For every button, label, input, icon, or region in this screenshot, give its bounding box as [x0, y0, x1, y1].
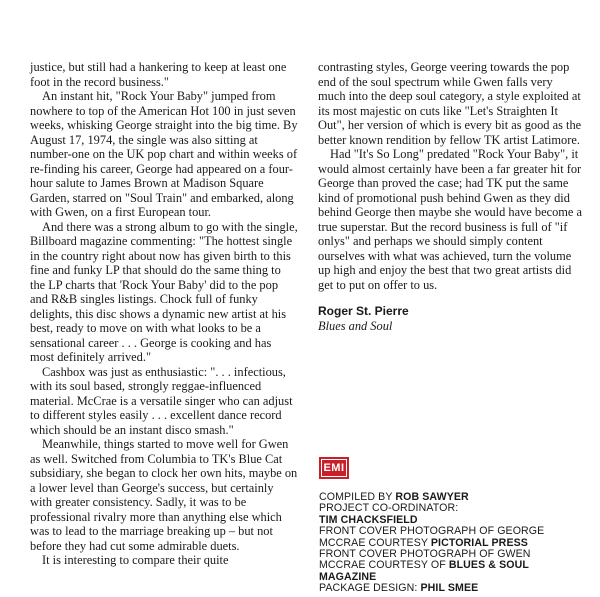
credit-line: MCCRAE COURTESY PICTORIAL PRESS — [319, 536, 528, 549]
paragraph: An instant hit, "Rock Your Baby" jumped from nowhere to top of the American Hot 100 in just seven weeks, whisking George straight into the big time. By August 17, 1974, the single was also sitting at number-one on the UK pop chart and within weeks of re-finding his career, George had appeared on a four-hour salute to James Brown at Madison Square Garden, starred on "Soul Train" and embarked, along with Gwen, on a first European tour. — [30, 89, 298, 219]
credits-block — [319, 492, 584, 595]
credit-line: PROJECT CO-ORDINATOR: — [319, 502, 459, 515]
right-text-column — [318, 60, 583, 333]
credit-line: MCCRAE COURTESY OF BLUES & SOUL — [319, 559, 529, 572]
left-text-column — [30, 60, 298, 568]
paragraph: Had "It's So Long" predated "Rock Your Baby", it would almost certainly have been a far greater hit for George than proved the case; had TK put the same kind of promotional push behind Gwen as they did behind George then maybe she would have become a true superstar. But the record business is full of "if onlys" and perhaps we should simply content ourselves with what was achieved, turn the volume up high and enjoy the best that two great artists did get to put on offer to us. — [318, 147, 583, 292]
credit-line: TIM CHACKSFIELD — [319, 513, 418, 526]
publication-name: Blues and Soul — [318, 318, 393, 333]
credit-line: MAGAZINE — [319, 570, 377, 583]
credit-line: PACKAGE DESIGN: PHIL SMEE — [319, 582, 479, 595]
emi-logo-text: EMI — [323, 462, 345, 474]
credit-line: FRONT COVER PHOTOGRAPH OF GEORGE — [319, 525, 545, 538]
paragraph: justice, but still had a hankering to keep at least one foot in the record business." — [30, 60, 287, 89]
paragraph: Cashbox was just as enthusiastic: ". . . infectious, with its soul based, strongly reggae-influenced material. McCrae is a versatile singer who can adjust to different styles easily . . . excellent dance record which should be an instant disco smash." — [30, 364, 293, 437]
paragraph: And there was a strong album to go with the single, Billboard magazine commenting: "The hottest single in the country right about now has given birth to this fine and funky LP that should do the same thing to the LP charts that 'Rock Your Baby' did to the pop and R&B singles listings. Chock full of funky delights, this disc shows a dynamic new artist at his best, ready to move on with what looks to be a sensational career . . . George is cooking and has most definitely arrived." — [30, 219, 298, 364]
paragraph: contrasting styles, George veering towards the pop end of the soul spectrum while Gwen falls very much into the deep soul category, a style exploited at its most majestic on cuts like "Let's Straighten It Out", her version of which is every bit as good as the better known rendition by fellow TK artist Latimore. — [318, 60, 582, 147]
byline — [318, 304, 583, 333]
paragraph: Meanwhile, things started to move well for Gwen as well. Switched from Columbia to TK's Blue Cat subsidiary, she began to clock her own hits, maybe on a lower level than George's success, but certainly with greater consistency. Sadly, it was to be professional rivalry more than anything else which was to lead to the marriage breaking up – but not before they had cut some admirable duets. — [30, 437, 298, 553]
author-name: Roger St. Pierre — [318, 304, 409, 318]
credit-line: FRONT COVER PHOTOGRAPH OF GWEN — [319, 548, 531, 561]
emi-logo — [319, 457, 349, 479]
paragraph: It is interesting to compare their quite — [42, 553, 229, 567]
credit-line: COMPILED BY ROB SAWYER — [319, 491, 469, 503]
